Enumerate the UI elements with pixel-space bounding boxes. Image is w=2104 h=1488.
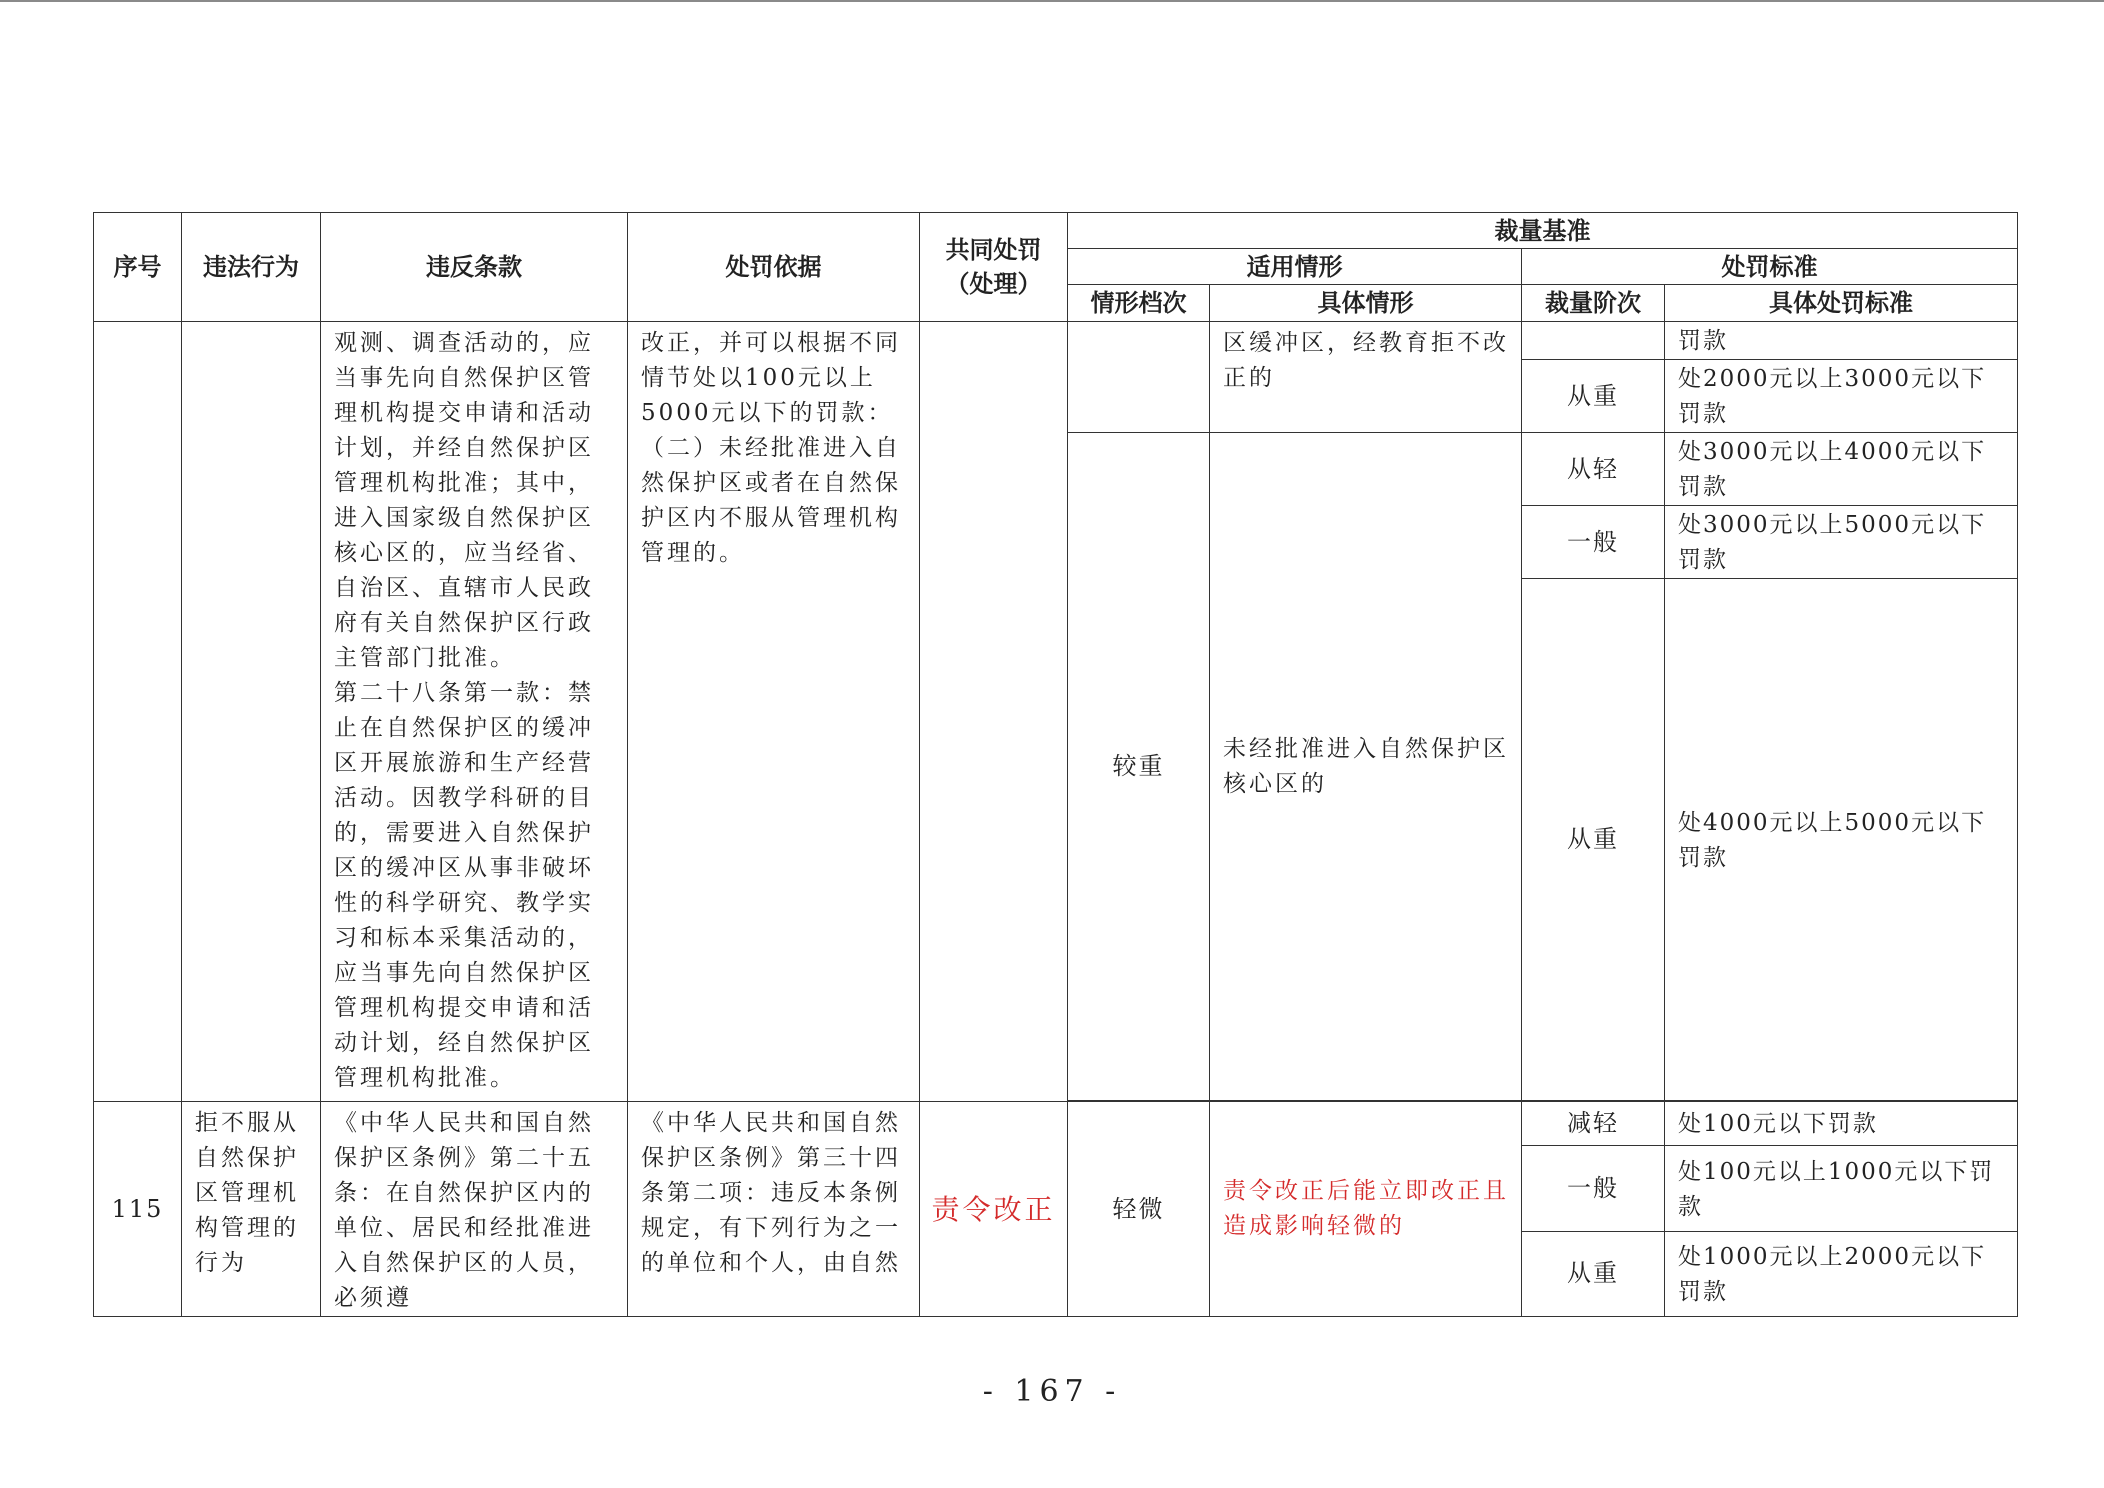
row114-penalty-b1: 处3000元以上4000元以下罚款 xyxy=(1665,433,2018,506)
header-specific-penalty: 具体处罚标准 xyxy=(1665,285,2018,322)
header-penalty-basis: 处罚依据 xyxy=(628,213,920,322)
page-number: - 167 - xyxy=(982,1374,1122,1409)
row114-penalty-a1: 罚款 xyxy=(1665,322,2018,360)
row114-grade-a1-cell xyxy=(1522,322,1665,360)
row114-penalty-b3: 处4000元以上5000元以下罚款 xyxy=(1665,579,2018,1101)
header-applicable-circumstance: 适用情形 xyxy=(1068,249,1522,285)
row114-grade-b1: 从轻 xyxy=(1522,433,1665,506)
row114-situation-a: 区缓冲区，经教育拒不改正的 xyxy=(1210,322,1522,433)
row115-act: 拒不服从自然保护区管理机构管理的行为 xyxy=(182,1102,321,1317)
row115-seq: 115 xyxy=(94,1102,182,1317)
row114-grade-b3: 从重 xyxy=(1522,579,1665,1101)
row114-level-b: 较重 xyxy=(1068,433,1210,1101)
top-border-line xyxy=(0,0,2104,2)
row114-level-a-cell xyxy=(1068,322,1210,433)
header-seq: 序号 xyxy=(94,213,182,322)
row114-clause: 观测、调查活动的，应当事先向自然保护区管理机构提交申请和活动计划，并经自然保护区管理机构批准；其中，进入国家级自然保护区核心区的，应当经省、自治区、直辖市人民政府有关自然保护区行政主管部门批准。 第二十八条第一款：禁止在自然保护区的缓冲区开展旅游和生产经营活动。因教学科研的目的，需要进入自然保护区的缓冲区从事非破坏性的科学研究、教学实习和标本采集活动的，应当事先向自然保护区管理机构提交申请和活动计划，经自然保护区管理机构批准。 xyxy=(321,322,628,1102)
row115-level: 轻微 xyxy=(1068,1102,1210,1317)
table-row xyxy=(94,322,2018,360)
header-discretion-standard: 裁量基准 xyxy=(1068,213,2018,249)
row115-grade-1: 减轻 xyxy=(1522,1102,1665,1146)
header-row-1 xyxy=(94,213,2018,249)
header-violated-clause: 违反条款 xyxy=(321,213,628,322)
row115-basis: 《中华人民共和国自然保护区条例》第三十四条第二项：违反本条例规定，有下列行为之一的单位和个人，由自然 xyxy=(628,1102,920,1317)
row115-joint-penalty: 责令改正 xyxy=(920,1102,1068,1317)
row115-situation: 责令改正后能立即改正且造成影响轻微的 xyxy=(1210,1102,1522,1317)
row115-penalty-2: 处100元以上1000元以下罚款 xyxy=(1665,1146,2018,1231)
row114-penalty-b2: 处3000元以上5000元以下罚款 xyxy=(1665,506,2018,579)
row114-act-cell xyxy=(182,322,321,1102)
row115-grade-2: 一般 xyxy=(1522,1146,1665,1231)
row115-clause: 《中华人民共和国自然保护区条例》第二十五条：在自然保护区内的单位、居民和经批准进入自然保护区的人员，必须遵 xyxy=(321,1102,628,1317)
penalty-discretion-table xyxy=(93,212,2018,1317)
row115-penalty-1: 处100元以下罚款 xyxy=(1665,1102,2018,1146)
header-discretion-grade: 裁量阶次 xyxy=(1522,285,1665,322)
row114-seq-cell xyxy=(94,322,182,1102)
row114-penalty-a2: 处2000元以上3000元以下罚款 xyxy=(1665,360,2018,433)
row114-grade-b2: 一般 xyxy=(1522,506,1665,579)
row114-situation-b: 未经批准进入自然保护区核心区的 xyxy=(1210,433,1522,1101)
header-penalty-standard: 处罚标准 xyxy=(1522,249,2018,285)
row115-grade-3: 从重 xyxy=(1522,1231,1665,1316)
table-row xyxy=(94,1102,2018,1146)
row114-joint-cell xyxy=(920,322,1068,1102)
header-violation-act: 违法行为 xyxy=(182,213,321,322)
header-joint-penalty: 共同处罚 （处理） xyxy=(920,213,1068,322)
row115-penalty-3: 处1000元以上2000元以下罚款 xyxy=(1665,1231,2018,1316)
row114-grade-a2: 从重 xyxy=(1522,360,1665,433)
header-circumstance-level: 情形档次 xyxy=(1068,285,1210,322)
header-specific-circumstance: 具体情形 xyxy=(1210,285,1522,322)
row114-basis: 改正，并可以根据不同情节处以100元以上5000元以下的罚款： （二）未经批准进入自然保护区或者在自然保护区内不服从管理机构管理的。 xyxy=(628,322,920,1102)
